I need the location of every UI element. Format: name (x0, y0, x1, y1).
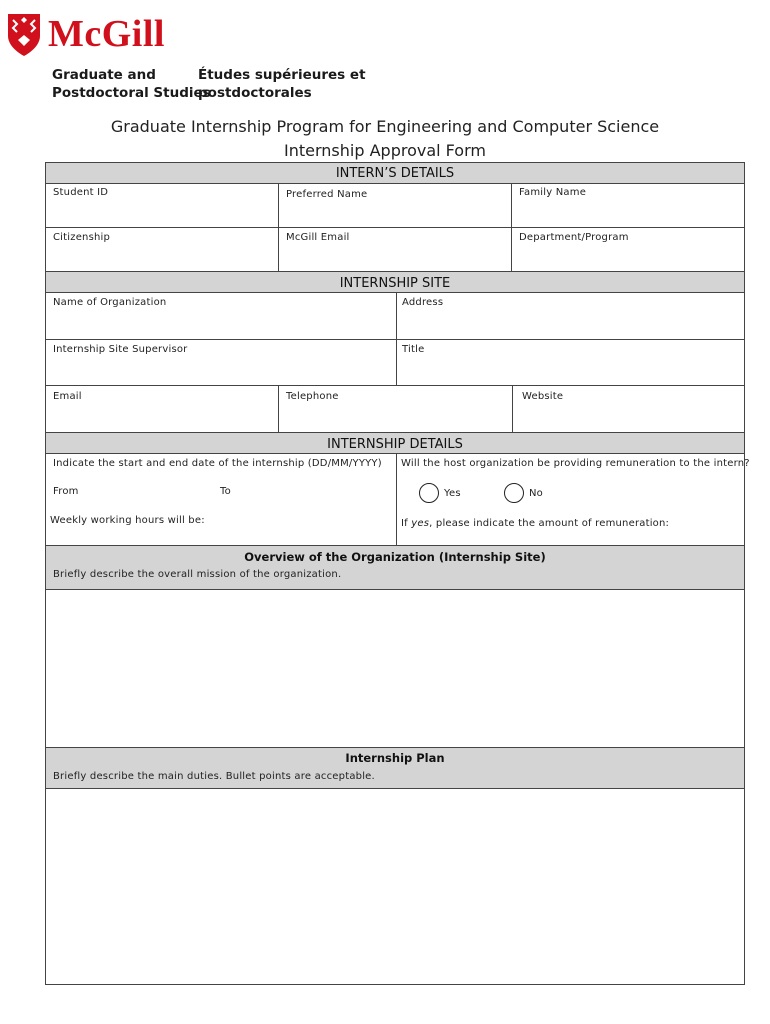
section-header-internship-plan (45, 747, 745, 789)
preferred-name-label: Preferred Name (286, 189, 368, 200)
overview-prompt: Briefly describe the overall mission of the organization. (53, 569, 342, 580)
section-header-internship-details: INTERNSHIP DETAILS (45, 432, 745, 454)
family-name-label: Family Name (519, 187, 587, 198)
unit-fr-line2: postdoctorales (198, 85, 312, 101)
citizenship-label: Citizenship (53, 232, 111, 243)
form-subtitle: Internship Approval Form (284, 141, 486, 160)
family-name-field[interactable] (511, 183, 745, 228)
unit-fr-line1: Études supérieures et (198, 67, 366, 83)
remuneration-amount-label (401, 518, 669, 529)
section-header-overview (45, 545, 745, 590)
start-date-input[interactable] (86, 482, 216, 498)
end-date-input[interactable] (238, 482, 388, 498)
supervisor-title-label: Title (402, 344, 425, 355)
remuneration-block (396, 453, 750, 546)
website-field[interactable] (512, 385, 745, 433)
telephone-field[interactable] (278, 385, 513, 433)
yes-radio[interactable] (419, 483, 439, 503)
weekly-hours-label: Weekly working hours will be: (50, 515, 205, 526)
mcgill-email-label: McGill Email (286, 232, 350, 243)
citizenship-field[interactable] (45, 227, 279, 272)
mcgill-email-field[interactable] (278, 227, 512, 272)
overview-heading: Overview of the Organization (Internship Site) (244, 550, 546, 564)
form-title: Graduate Internship Program for Engineering and Computer Science (110, 117, 660, 136)
amount-suffix: , please indicate the amount of remuneration: (429, 518, 670, 529)
telephone-label: Telephone (286, 391, 339, 402)
mcgill-crest-icon (6, 12, 42, 58)
address-label: Address (402, 297, 444, 308)
site-supervisor-label: Internship Site Supervisor (53, 344, 188, 355)
internship-plan-textarea[interactable] (45, 788, 745, 985)
from-label: From (53, 486, 79, 497)
unit-name-en (52, 66, 211, 102)
website-label: Website (522, 391, 564, 402)
department-program-field[interactable] (511, 227, 745, 272)
yes-label: Yes (444, 488, 461, 499)
site-email-field[interactable] (45, 385, 279, 433)
address-field[interactable] (396, 292, 745, 340)
dates-prompt-label: Indicate the start and end date of the internship (DD/MM/YYYY) (53, 458, 382, 469)
no-radio[interactable] (504, 483, 524, 503)
plan-prompt: Briefly describe the main duties. Bullet points are acceptable. (53, 771, 375, 782)
organization-name-label: Name of Organization (53, 297, 167, 308)
organization-name-field[interactable] (45, 292, 397, 340)
site-email-label: Email (53, 391, 82, 402)
preferred-name-field[interactable] (278, 183, 512, 228)
amount-prefix: If (401, 518, 412, 529)
amount-italic: yes (411, 518, 430, 529)
unit-name-fr (198, 66, 366, 102)
to-label: To (220, 486, 231, 497)
overview-textarea[interactable] (45, 589, 745, 748)
remuneration-question: Will the host organization be providing remuneration to the intern? (401, 458, 750, 469)
student-id-field[interactable] (45, 183, 279, 228)
section-header-internship-site: INTERNSHIP SITE (45, 271, 745, 293)
no-label: No (529, 488, 543, 499)
unit-en-line2: Postdoctoral Studies (52, 85, 211, 101)
weekly-hours-input[interactable] (196, 512, 386, 528)
internship-dates-block (45, 453, 397, 546)
unit-en-line1: Graduate and (52, 67, 156, 83)
student-id-label: Student ID (53, 187, 109, 198)
mcgill-logo: McGill (48, 13, 165, 55)
department-program-label: Department/Program (519, 232, 629, 243)
section-header-interns-details: INTERN’S DETAILS (45, 162, 745, 184)
plan-heading: Internship Plan (345, 751, 445, 765)
supervisor-title-field[interactable] (396, 339, 745, 386)
site-supervisor-field[interactable] (45, 339, 397, 386)
